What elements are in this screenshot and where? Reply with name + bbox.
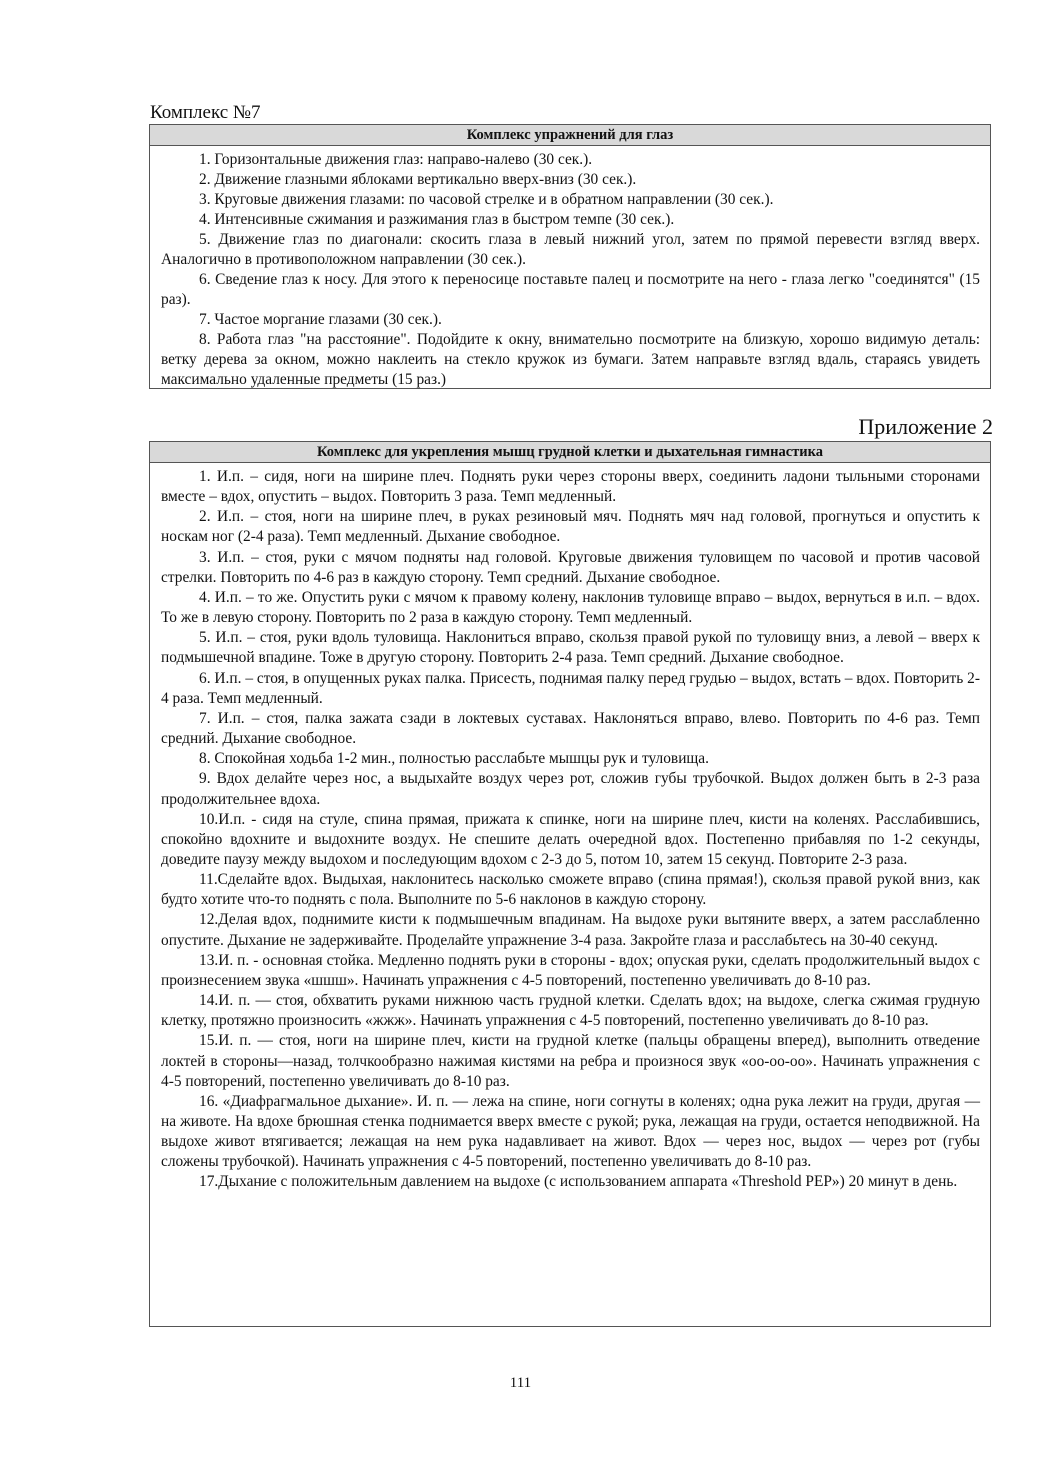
breathing-exercises-table — [149, 441, 991, 1327]
list-item: 4. Интенсивные сжимания и разжимания глаз в быстром темпе (30 сек.). — [199, 211, 675, 228]
list-item: 5. И.п. – стоя, руки вдоль туловища. Наклониться вправо, скользя правой рукой по туловищу вниз, а левой – вверх к подмышечной впадине. Тоже в другую сторону. Повторить 2-4 раза. Темп средний. Дыхание свободное. — [161, 629, 980, 667]
list-item: 12.Делая вдох, поднимите кисти к подмышечным впадинам. На выдохе руки вытяните вверх, а затем расслабленно опустите. Дыхание не задерживайте. Проделайте упражнение 3-4 раза. Закройте глаза и расслабьтесь на 30-40 секунд. — [161, 911, 980, 949]
list-item: 6. Сведение глаз к носу. Для этого к переносице поставьте палец и посмотрите на него - глаза легко "соединятся" (15 раз). — [161, 271, 980, 308]
complex-label: Комплекс №7 — [150, 102, 261, 123]
list-item: 1. И.п. – сидя, ноги на ширине плеч. Поднять руки через стороны вверх, соединить ладони тыльными сторонами вместе – вдох, опустить – выдох. Повторить 3 раза. Темп медленный. — [161, 468, 980, 506]
list-item: 17.Дыхание с положительным давлением на выдохе (с использованием аппарата «Threshold PEP») 20 минут в день. — [199, 1173, 958, 1191]
eye-exercises-title: Комплекс упражнений для глаз — [150, 125, 990, 146]
list-item: 8. Спокойная ходьба 1-2 мин., полностью расслабьте мышцы рук и туловища. — [199, 750, 709, 768]
list-item: 8. Работа глаз "на расстояние". Подойдите к окну, внимательно посмотрите на близкую, хорошо видимую деталь: ветку дерева за окном, можно наклеить на стекло кружок из бумаги. Затем направьте взгляд вдаль, стараясь увидеть максимально удаленные предметы (15 раз.) — [161, 331, 980, 388]
page-number: 111 — [509, 1375, 532, 1391]
list-item: 14.И. п. — стоя, обхватить руками нижнюю часть грудной клетки. Сделать вдох; на выдохе, слегка сжимая грудную клетку, протяжно произносить «жжж». Начинать упражнения с 4-5 повторений, постепенно увеличивать до 8-10 раз. — [161, 992, 980, 1030]
eye-exercises-table — [149, 124, 991, 389]
list-item: 7. И.п. – стоя, палка зажата сзади в локтевых суставах. Наклоняться вправо, влево. Повторить по 4-6 раз. Темп средний. Дыхание свободное. — [161, 709, 980, 748]
breathing-exercises-list — [150, 463, 990, 1193]
list-item: 6. И.п. – стоя, в опущенных руках палка. Присесть, поднимая палку перед грудью – выдох, встать – вдох. Повторить 2-4 раза. Темп медленный. — [161, 669, 980, 707]
list-item: 13.И. п. - основная стойка. Медленно поднять руки в стороны - вдох; опуская руки, сделать продолжительный выдох с произнесением звука «шшш». Начинать упражнения с 4-5 повторений, постепенно увеличивать до 8-10 раз. — [161, 951, 980, 989]
list-item: 7. Частое моргание глазами (30 сек.). — [199, 311, 442, 328]
eye-exercises-list — [150, 146, 990, 390]
breathing-exercises-title: Комплекс для укрепления мышц грудной клетки и дыхательная гимнастика — [150, 442, 990, 463]
list-item: 4. И.п. – то же. Опустить руки с мячом к правому колену, наклонив туловище вправо – выдох, вернуться в и.п. – вдох. То же в левую сторону. Повторить по 2 раза в каждую сторону. Темп медленный. — [161, 588, 980, 627]
list-item: 2. Движение глазными яблоками вертикально вверх-вниз (30 сек.). — [199, 171, 637, 188]
list-item: 10.И.п. - сидя на стуле, спина прямая, прижата к спинке, ноги на ширине плеч, кисти на коленях. Расслабившись, спокойно вдохните и выдохните воздух. Не спешите делать очередной вдох. Постепенно прибавляя по 1-2 секунды, доведите паузу между выдохом и последующим вдохом с 2-3 до 5, потом 10, затем 15 секунд. Повторите 2-3 раза. — [161, 810, 980, 868]
list-item: 3. Круговые движения глазами: по часовой стрелке и в обратном направлении (30 сек.). — [199, 191, 774, 208]
list-item: 3. И.п. – стоя, руки с мячом подняты над головой. Круговые движения туловищем по часовой и против часовой стрелки. Повторить по 4-6 раз в каждую сторону. Темп средний. Дыхание свободное. — [161, 548, 980, 586]
list-item: 16. «Диафрагмальное дыхание». И. п. — лежа на спине, ноги согнуты в коленях; одна рука лежит на груди, другая — на животе. На вдохе брюшная стенка поднимается вверх вместе с рукой; рука, лежащая на груди, остается неподвижной. На выдохе живот втягивается; лежащая на нем рука надавливает на живот. Вдох — через нос, выдох — через рот (губы сложены трубочкой). Начинать упражнения с 4-5 повторений, постепенно увеличивать до 8-10 раз. — [161, 1092, 980, 1171]
list-item: 2. И.п. – стоя, ноги на ширине плеч, в руках резиновый мяч. Поднять мяч над головой, прогнуться и опустить к носкам ног (2-4 раза). Темп медленный. Дыхание свободное. — [161, 508, 980, 546]
list-item: 5. Движение глаз по диагонали: скосить глаза в левый нижний угол, затем по прямой перевести взгляд вверх. Аналогично в противоположном направлении (30 сек.). — [161, 231, 980, 268]
list-item: 15.И. п. — стоя, ноги на ширине плеч, кисти на грудной клетке (пальцы обращены вперед), выполнить отведение локтей в стороны—назад, толчкообразно нажимая кистями на ребра и произнося звук «оо-оо-оо». Начинать упражнения с 4-5 повторений, постепенно увеличивать до 8-10 раз. — [161, 1032, 980, 1090]
list-item: 9. Вдох делайте через нос, а выдыхайте воздух через рот, сложив губы трубочкой. Выдох должен быть в 2-3 раза продолжительнее вдоха. — [161, 770, 980, 808]
appendix-label: Приложение 2 — [858, 414, 993, 439]
list-item: 1. Горизонтальные движения глаз: направо-налево (30 сек.). — [199, 151, 593, 168]
list-item: 11.Сделайте вдох. Выдыхая, наклонитесь насколько сможете вправо (спина прямая!), скользя правой рукой вниз, как будто хотите что-то поднять с пола. Выполните по 5-6 наклонов в каждую сторону. — [161, 871, 980, 909]
